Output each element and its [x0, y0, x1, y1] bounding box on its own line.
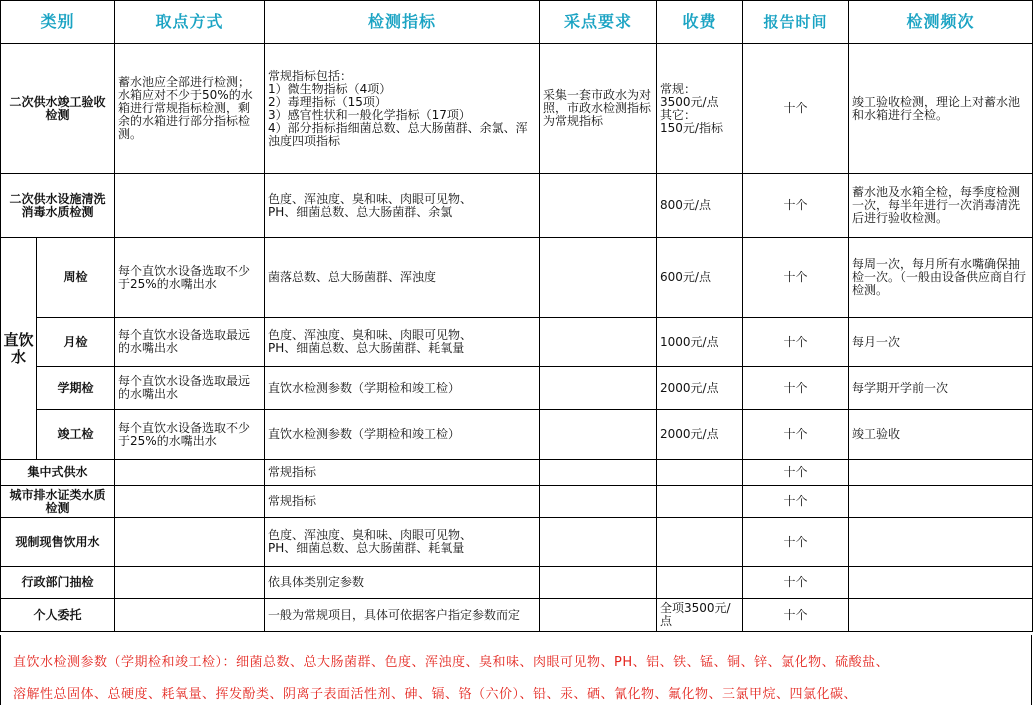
table-row [1, 174, 1033, 238]
row-report-time: 十个 [743, 599, 849, 632]
table-row [1, 238, 1033, 318]
row-indicators: 一般为常规项目，具体可依据客户指定参数而定 [265, 599, 540, 632]
row-category: 竣工检 [37, 410, 115, 460]
row-report-time: 十个 [743, 318, 849, 367]
row-fee: 1000元/点 [657, 318, 743, 367]
row-frequency: 每月一次 [849, 318, 1033, 367]
row-report-time: 十个 [743, 460, 849, 486]
row-indicators: 常规指标 [265, 460, 540, 486]
row-sampling-requirements [540, 238, 657, 318]
row-sampling-requirements [540, 318, 657, 367]
row-indicators: 色度、浑浊度、臭和味、肉眼可见物、 PH、细菌总数、总大肠菌群、余氯 [265, 174, 540, 238]
row-sampling-requirements [540, 567, 657, 599]
header-category: 类别 [1, 1, 115, 44]
row-frequency [849, 518, 1033, 567]
row-frequency [849, 599, 1033, 632]
row-sampling-method: 每个直饮水设备选取最远的水嘴出水 [115, 318, 265, 367]
header-report-time: 报告时间 [743, 1, 849, 44]
row-category: 个人委托 [1, 599, 115, 632]
table-row [1, 567, 1033, 599]
row-frequency: 竣工验收 [849, 410, 1033, 460]
row-indicators: 常规指标包括： 1）微生物指标（4项） 2）毒理指标（15项） 3）感官性状和一般化学指标（17项） 4）部分指标指细菌总数、总大肠菌群、余氯、浑浊度四项指标 [265, 44, 540, 174]
header-indicators: 检测指标 [265, 1, 540, 44]
row-frequency: 蓄水池及水箱全检，每季度检测一次，每半年进行一次消毒清洗后进行验收检测。 [849, 174, 1033, 238]
row-category: 城市排水证类水质检测 [1, 486, 115, 518]
row-category: 学期检 [37, 367, 115, 410]
row-report-time: 十个 [743, 238, 849, 318]
row-fee: 800元/点 [657, 174, 743, 238]
row-sampling-requirements [540, 174, 657, 238]
row-sampling-method: 蓄水池应全部进行检测；水箱应对不少于50%的水箱进行常规指标检测，剩余的水箱进行部分指标检测。 [115, 44, 265, 174]
row-report-time: 十个 [743, 44, 849, 174]
row-frequency: 竣工验收检测，理论上对蓄水池和水箱进行全检。 [849, 44, 1033, 174]
row-category: 二次供水设施清洗消毒水质检测 [1, 174, 115, 238]
row-frequency: 每学期开学前一次 [849, 367, 1033, 410]
row-fee [657, 518, 743, 567]
header-sampling-requirements: 采点要求 [540, 1, 657, 44]
row-sampling-method [115, 567, 265, 599]
row-category: 行政部门抽检 [1, 567, 115, 599]
row-fee: 2000元/点 [657, 367, 743, 410]
row-sampling-method [115, 174, 265, 238]
row-indicators: 依具体类别定参数 [265, 567, 540, 599]
row-fee: 常规： 3500元/点 其它： 150元/指标 [657, 44, 743, 174]
row-report-time: 十个 [743, 567, 849, 599]
table-row [1, 518, 1033, 567]
table-row [1, 410, 1033, 460]
row-category: 集中式供水 [1, 460, 115, 486]
table-row [1, 486, 1033, 518]
row-fee [657, 486, 743, 518]
table-row [1, 599, 1033, 632]
row-frequency [849, 460, 1033, 486]
row-fee: 600元/点 [657, 238, 743, 318]
row-sampling-method [115, 486, 265, 518]
row-fee [657, 567, 743, 599]
row-sampling-method: 每个直饮水设备选取不少于25%的水嘴出水 [115, 410, 265, 460]
row-indicators: 色度、浑浊度、臭和味、肉眼可见物、 PH、细菌总数、总大肠菌群、耗氧量 [265, 518, 540, 567]
footnote-line-1: 直饮水检测参数（学期检和竣工检）：细菌总数、总大肠菌群、色度、浑浊度、臭和味、肉眼可见物、PH、铝、铁、锰、铜、锌、氯化物、硫酸盐、 [13, 655, 890, 670]
table-row [1, 460, 1033, 486]
table-row [1, 318, 1033, 367]
header-sampling-method: 取点方式 [115, 1, 265, 44]
row-indicators: 常规指标 [265, 486, 540, 518]
row-category: 现制现售饮用水 [1, 518, 115, 567]
row-frequency [849, 567, 1033, 599]
footnote-line-2: 溶解性总固体、总硬度、耗氧量、挥发酚类、阴离子表面活性剂、砷、镉、铬（六价）、铅、汞、硒、氰化物、氟化物、三氯甲烷、四氯化碳、 [13, 687, 858, 702]
row-report-time: 十个 [743, 518, 849, 567]
row-indicators: 色度、浑浊度、臭和味、肉眼可见物、 PH、细菌总数、总大肠菌群、耗氧量 [265, 318, 540, 367]
row-sampling-method [115, 599, 265, 632]
row-sampling-method: 每个直饮水设备选取最远的水嘴出水 [115, 367, 265, 410]
row-sampling-method: 每个直饮水设备选取不少于25%的水嘴出水 [115, 238, 265, 318]
row-report-time: 十个 [743, 367, 849, 410]
row-indicators: 直饮水检测参数（学期检和竣工检） [265, 410, 540, 460]
row-report-time: 十个 [743, 486, 849, 518]
row-sampling-requirements [540, 460, 657, 486]
direct-drinking-group: 直饮水 [1, 238, 37, 460]
row-report-time: 十个 [743, 410, 849, 460]
footnote [0, 635, 1032, 705]
table-row [1, 44, 1033, 174]
row-category: 月检 [37, 318, 115, 367]
row-frequency: 每周一次，每月所有水嘴确保抽检一次。（一般由设备供应商自行检测。 [849, 238, 1033, 318]
row-sampling-requirements [540, 367, 657, 410]
row-frequency [849, 486, 1033, 518]
table-row [1, 367, 1033, 410]
row-sampling-requirements: 采集一套市政水为对照，市政水检测指标为常规指标 [540, 44, 657, 174]
row-fee: 全项3500元/点 [657, 599, 743, 632]
row-sampling-method [115, 518, 265, 567]
row-category: 二次供水竣工验收检测 [1, 44, 115, 174]
row-fee [657, 460, 743, 486]
row-sampling-requirements [540, 486, 657, 518]
header-fee: 收费 [657, 1, 743, 44]
row-sampling-requirements [540, 518, 657, 567]
header-frequency: 检测频次 [849, 1, 1033, 44]
row-sampling-requirements [540, 599, 657, 632]
header-row [1, 1, 1033, 44]
row-sampling-method [115, 460, 265, 486]
row-report-time: 十个 [743, 174, 849, 238]
row-indicators: 直饮水检测参数（学期检和竣工检） [265, 367, 540, 410]
row-sampling-requirements [540, 410, 657, 460]
row-category: 周检 [37, 238, 115, 318]
row-indicators: 菌落总数、总大肠菌群、浑浊度 [265, 238, 540, 318]
row-fee: 2000元/点 [657, 410, 743, 460]
